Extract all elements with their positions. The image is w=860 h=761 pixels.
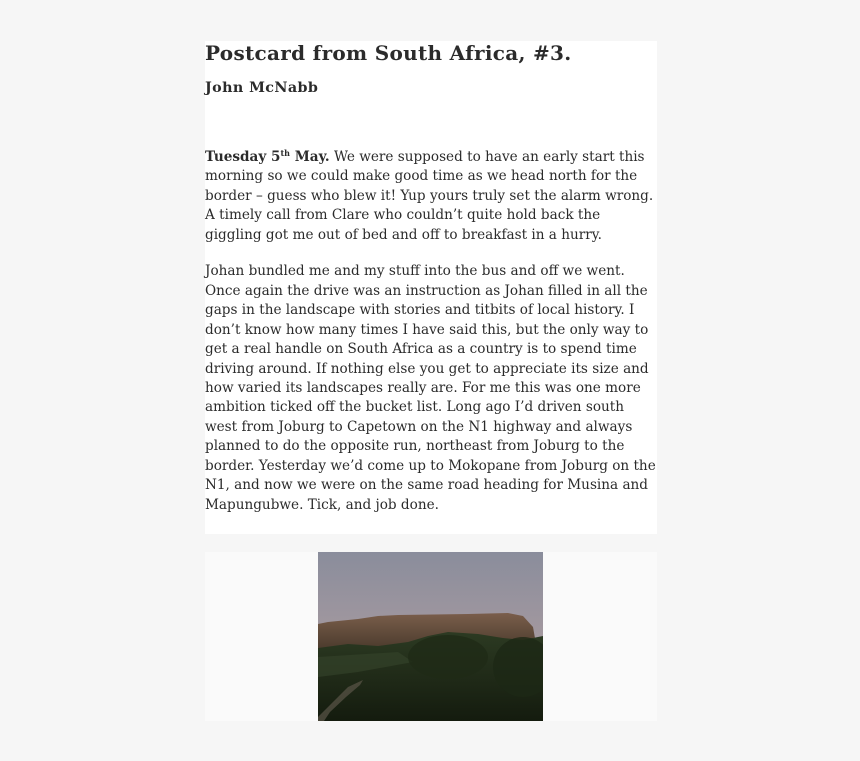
photo-figure bbox=[205, 552, 657, 721]
article-body bbox=[205, 148, 657, 532]
date-day: Tuesday 5 bbox=[205, 149, 281, 165]
paragraph-1-text: We were supposed to have an early start this morning so we could make good time as we head north for the border – guess who blew it! Yup yours truly set the alarm wrong. A timely call from Clare who couldn’t quite hold back the giggling got me out of bed and off to breakfast in a hurry. bbox=[205, 149, 654, 243]
page-title: Postcard from South Africa, #3. bbox=[205, 41, 572, 65]
date-lead bbox=[205, 149, 330, 165]
landscape-image-icon bbox=[318, 552, 543, 721]
date-month: May. bbox=[289, 149, 330, 165]
paragraph-1 bbox=[205, 148, 657, 245]
landscape-photo bbox=[318, 552, 543, 721]
author-name: John McNabb bbox=[205, 80, 319, 96]
article bbox=[205, 41, 657, 534]
date-ordinal: th bbox=[280, 148, 290, 158]
paragraph-2: Johan bundled me and my stuff into the bus and off we went. Once again the drive was an instruction as Johan filled in all the gaps in the landscape with stories and titbits of local history. I don’t know how many times I have said this, but the only way to get a real handle on South Africa as a country is to spend time driving around. If nothing else you get to appreciate its size and how varied its landscapes really are. For me this was one more ambition ticked off the bucket list. Long ago I’d driven south west from Joburg to Capetown on the N1 highway and always planned to do the opposite run, northeast from Joburg to the border. Yesterday we’d come up to Mokopane from Joburg on the N1, and now we were on the same road heading for Musina and Mapungubwe. Tick, and job done. bbox=[205, 263, 656, 513]
